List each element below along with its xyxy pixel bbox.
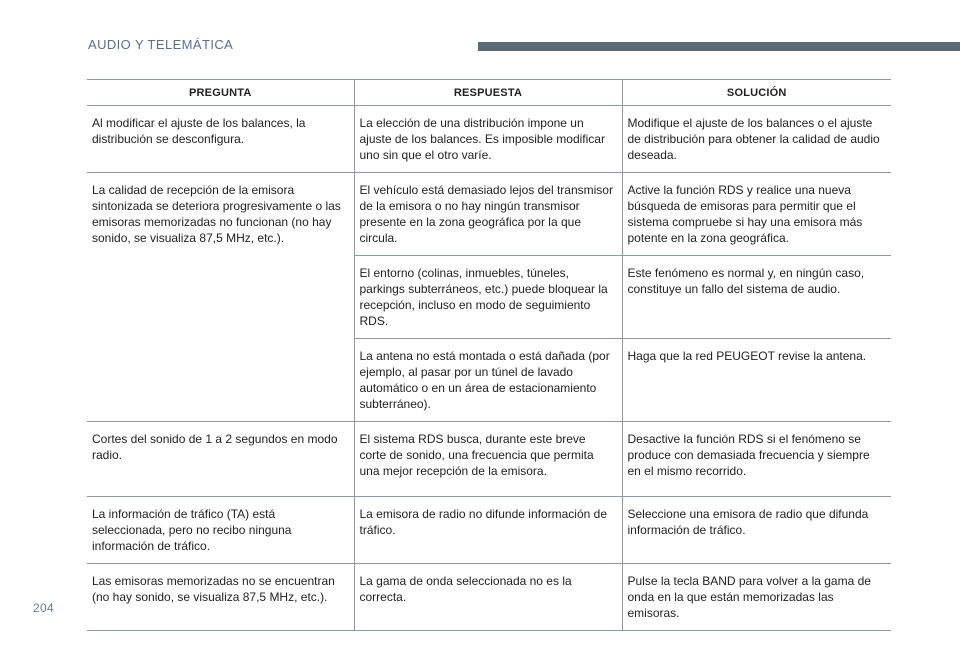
answer-cell: La gama de onda seleccionada no es la correcta.	[354, 564, 622, 631]
table-row	[87, 422, 891, 497]
faq-table	[87, 79, 891, 631]
answer-cell: La antena no está montada o está dañada (por ejemplo, al pasar por un túnel de lavado automático o en un área de estacionamiento subterráneo).	[354, 339, 622, 422]
question-cell: Al modificar el ajuste de los balances, la distribución se desconfigura.	[87, 106, 354, 173]
question-cell: Las emisoras memorizadas no se encuentran (no hay sonido, se visualiza 87,5 MHz, etc.).	[87, 564, 354, 631]
header-bar	[478, 42, 960, 51]
column-header-solution: SOLUCIÓN	[622, 80, 891, 106]
section-title: AUDIO Y TELEMÁTICA	[88, 37, 234, 52]
question-cell: Cortes del sonido de 1 a 2 segundos en modo radio.	[87, 422, 354, 497]
table-row	[87, 106, 891, 173]
column-header-answer: RESPUESTA	[354, 80, 622, 106]
solution-cell: Active la función RDS y realice una nueva búsqueda de emisoras para permitir que el sistema compruebe si hay una emisora más potente en la zona geográfica.	[622, 173, 891, 256]
page-number: 204	[33, 601, 54, 615]
solution-cell: Modifique el ajuste de los balances o el ajuste de distribución para obtener la calidad de audio deseada.	[622, 106, 891, 173]
column-header-question: PREGUNTA	[87, 80, 354, 106]
answer-cell: El entorno (colinas, inmuebles, túneles, parkings subterráneos, etc.) puede bloquear la recepción, incluso en modo de seguimiento RDS.	[354, 256, 622, 339]
question-cell: La información de tráfico (TA) está seleccionada, pero no recibo ninguna información de tráfico.	[87, 497, 354, 564]
table-row	[87, 497, 891, 564]
table-row	[87, 173, 891, 256]
solution-cell: Desactive la función RDS si el fenómeno se produce con demasiada frecuencia y siempre en el mismo recorrido.	[622, 422, 891, 497]
answer-cell: La emisora de radio no difunde información de tráfico.	[354, 497, 622, 564]
solution-cell: Seleccione una emisora de radio que difunda información de tráfico.	[622, 497, 891, 564]
table-header-row	[87, 80, 891, 106]
answer-cell: El sistema RDS busca, durante este breve corte de sonido, una frecuencia que permita una mejor recepción de la emisora.	[354, 422, 622, 497]
solution-cell: Este fenómeno es normal y, en ningún caso, constituye un fallo del sistema de audio.	[622, 256, 891, 339]
answer-cell: El vehículo está demasiado lejos del transmisor de la emisora o no hay ningún transmisor presente en la zona geográfica por la que circula.	[354, 173, 622, 256]
solution-cell: Pulse la tecla BAND para volver a la gama de onda en la que están memorizadas las emisoras.	[622, 564, 891, 631]
table-row	[87, 564, 891, 631]
solution-cell: Haga que la red PEUGEOT revise la antena.	[622, 339, 891, 422]
question-cell: La calidad de recepción de la emisora sintonizada se deteriora progresivamente o las emisoras memorizadas no funcionan (no hay sonido, se visualiza 87,5 MHz, etc.).	[87, 173, 354, 422]
answer-cell: La elección de una distribución impone un ajuste de los balances. Es imposible modificar uno sin que el otro varíe.	[354, 106, 622, 173]
